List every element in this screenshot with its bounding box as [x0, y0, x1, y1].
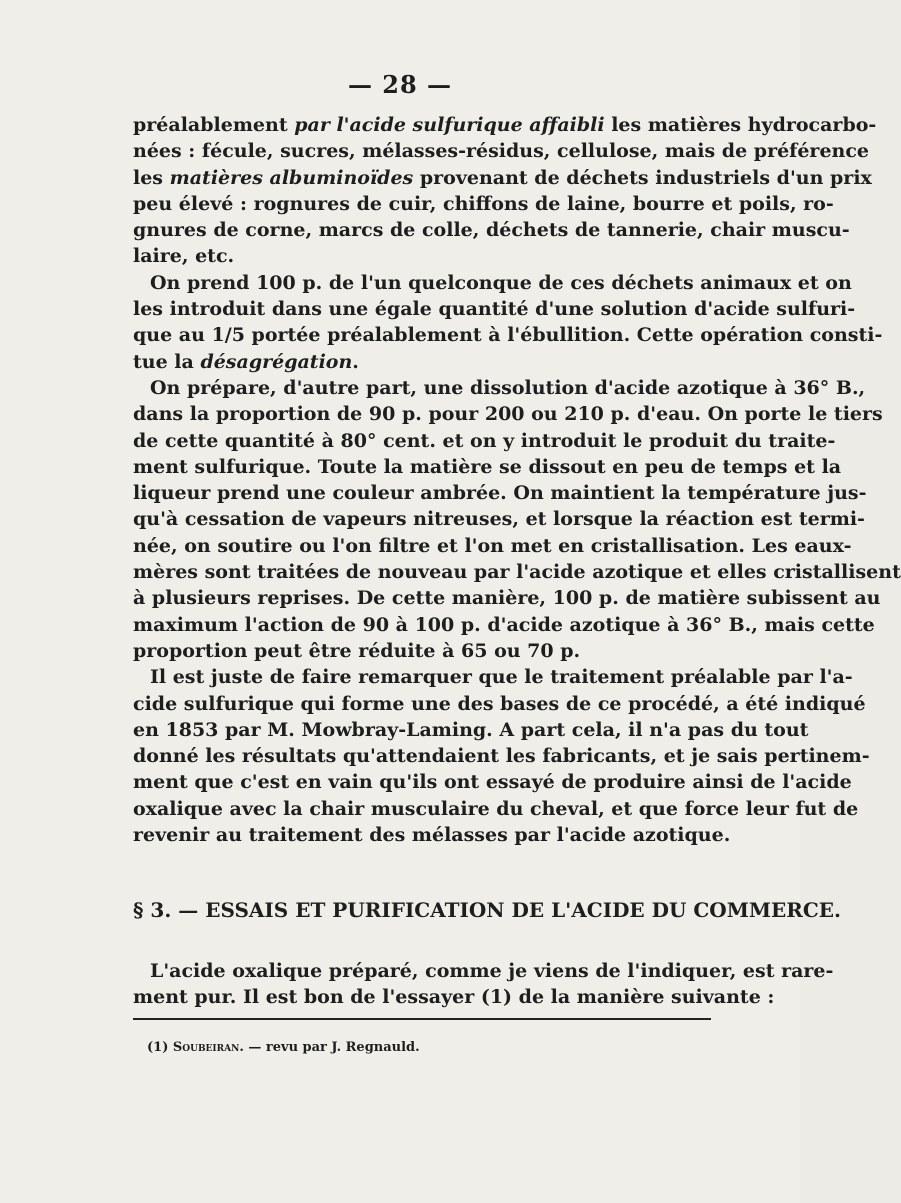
- footnote: [147, 1040, 420, 1055]
- text-line: préalablement par l'acide sulfurique affaibli les matières hydrocarbo-: [133, 114, 877, 136]
- text-line: dans la proportion de 90 p. pour 200 ou 210 p. d'eau. On porte le tiers: [133, 403, 883, 426]
- text-line: L'acide oxalique préparé, comme je viens de l'indiquer, est rare-: [150, 960, 834, 982]
- footnote-marker: (1): [147, 1040, 173, 1055]
- text-line: de cette quantité à 80° cent. et on y introduit le produit du traite-: [133, 429, 836, 452]
- paragraph-3: [133, 375, 901, 664]
- text-line: Il est juste de faire remarquer que le traitement préalable par l'a-: [150, 666, 853, 689]
- text-line: mères sont traitées de nouveau par l'acide azotique et elles cristallisent: [133, 561, 901, 584]
- text-line: que au 1/5 portée préalablement à l'ébullition. Cette opération consti-: [133, 324, 883, 347]
- text-line: liqueur prend une couleur ambrée. On maintient la température jus-: [133, 482, 867, 505]
- text-line: née, on soutire ou l'on filtre et l'on met en cristallisation. Les eaux-: [133, 534, 852, 557]
- text-line: ment sulfurique. Toute la matière se dissout en peu de temps et la: [133, 455, 842, 478]
- text-line: peu élevé : rognures de cuir, chiffons de laine, bourre et poils, ro-: [133, 192, 834, 215]
- text-line: maximum l'action de 90 à 100 p. d'acide azotique à 36° B., mais cette: [133, 613, 875, 636]
- text-line: les matières albuminoïdes provenant de déchets industriels d'un prix: [133, 166, 872, 189]
- text-line: les introduit dans une égale quantité d'une solution d'acide sulfuri-: [133, 298, 856, 321]
- text-line: tue la désagrégation.: [133, 350, 359, 373]
- text-line: donné les résultats qu'attendaient les fabricants, et je sais pertinem-: [133, 745, 870, 768]
- paragraph-1: [133, 112, 877, 270]
- text-line: cide sulfurique qui forme une des bases de ce procédé, a été indiqué: [133, 692, 866, 715]
- text-line: revenir au traitement des mélasses par l'acide azotique.: [133, 824, 731, 847]
- paragraph-5: [133, 958, 834, 1011]
- text-line: qu'à cessation de vapeurs nitreuses, et lorsque la réaction est termi-: [133, 508, 865, 531]
- text-line: ment pur. Il est bon de l'essayer (1) de la manière suivante :: [133, 986, 775, 1009]
- text-line: proportion peut être réduite à 65 ou 70 p.: [133, 639, 581, 662]
- paragraph-4: [133, 664, 870, 848]
- footnote-author: Soubeiran.: [172, 1040, 244, 1055]
- text-line: nées : fécule, sucres, mélasses-résidus, cellulose, mais de préférence: [133, 140, 869, 163]
- body-text: [133, 112, 901, 848]
- paragraph-2: [133, 270, 883, 375]
- footnote-rule: [133, 1018, 711, 1020]
- text-line: gnures de corne, marcs de colle, déchets de tannerie, chair muscu-: [133, 219, 850, 242]
- footnote-rest: — revu par J. Regnauld.: [243, 1040, 420, 1055]
- text-line: On prépare, d'autre part, une dissolution d'acide azotique à 36° B.,: [150, 376, 866, 399]
- text-line: On prend 100 p. de l'un quelconque de ces déchets animaux et on: [150, 271, 852, 294]
- text-line: oxalique avec la chair musculaire du cheval, et que force leur fut de: [133, 797, 859, 820]
- text-line: laire, etc.: [133, 245, 235, 268]
- text-line: à plusieurs reprises. De cette manière, 100 p. de matière subissent au: [133, 587, 881, 610]
- section-title: § 3. — ESSAIS ET PURIFICATION DE L'ACIDE DU COMMERCE.: [133, 898, 841, 922]
- text-line: ment que c'est en vain qu'ils ont essayé de produire ainsi de l'acide: [133, 771, 852, 794]
- page-number: — 28 —: [347, 70, 453, 99]
- text-line: en 1853 par M. Mowbray-Laming. A part cela, il n'a pas du tout: [133, 718, 809, 741]
